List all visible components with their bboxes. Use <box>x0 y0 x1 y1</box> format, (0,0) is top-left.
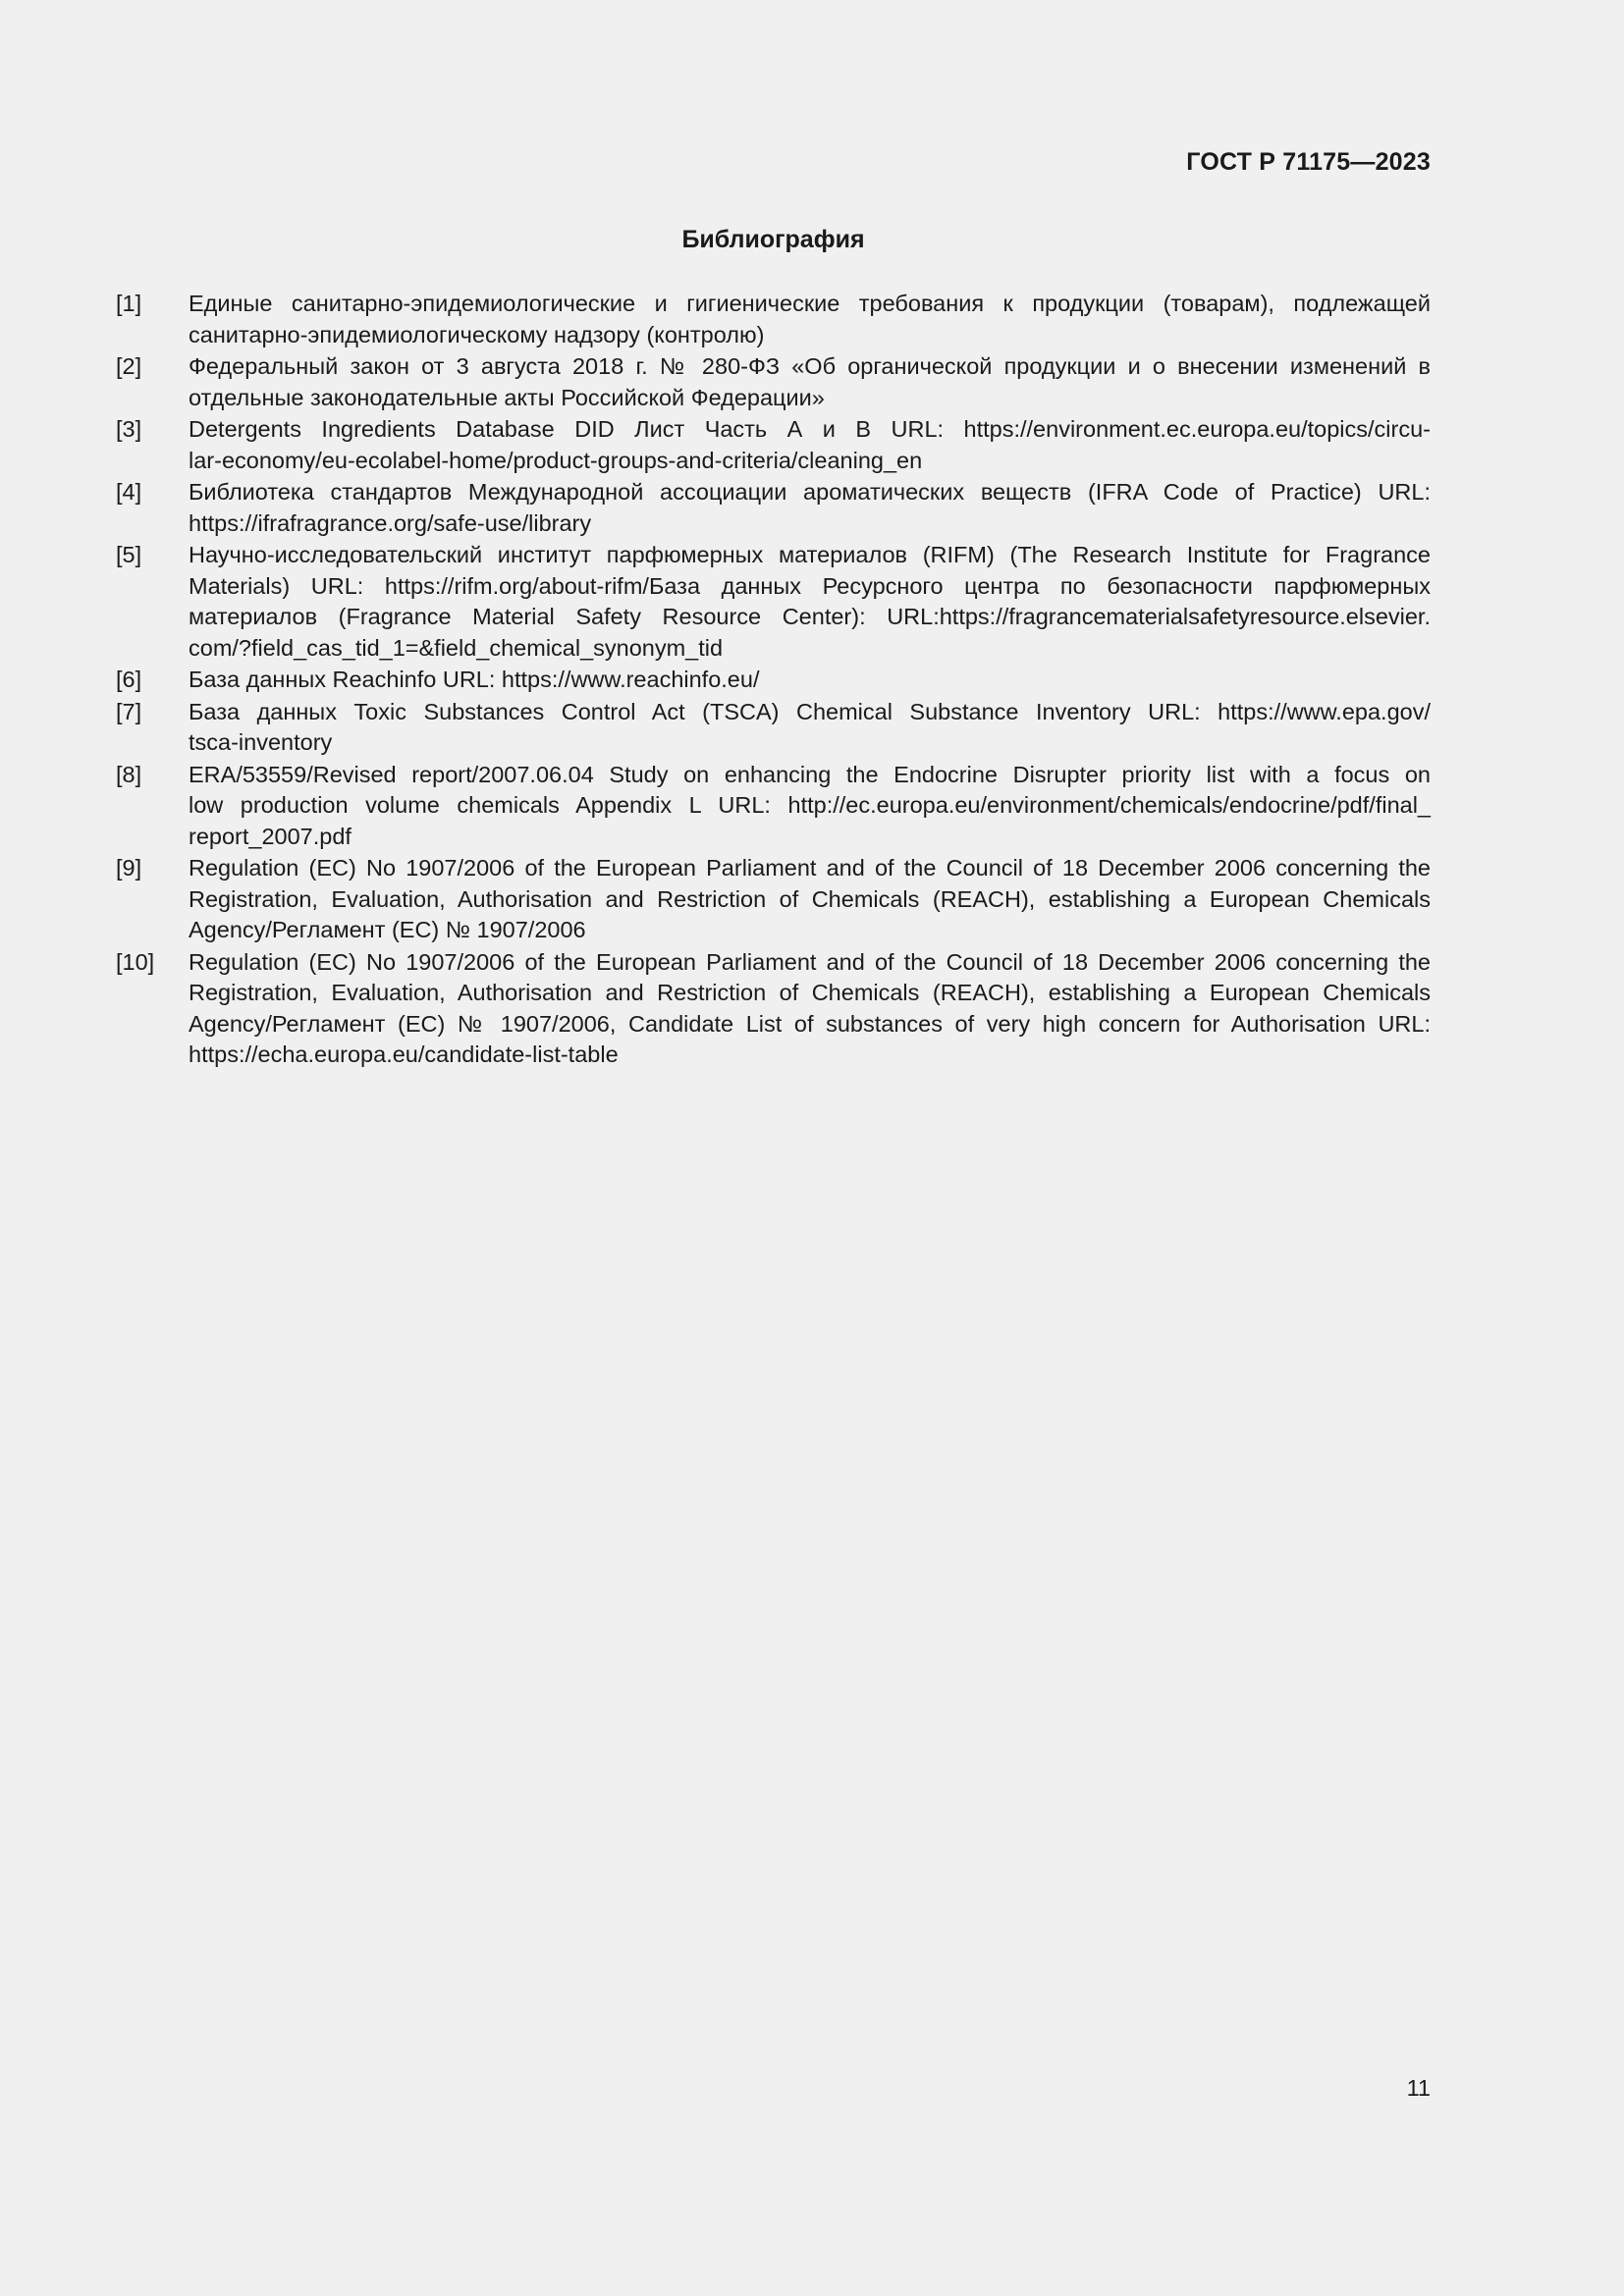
entry-number: [3] <box>116 416 142 442</box>
entry-line: Федеральный закон от 3 августа 2018 г. № 280-ФЗ «Об органической продукции и о внесении изменений в <box>189 353 1431 379</box>
entry-line: Regulation (EC) No 1907/2006 of the European Parliament and of the Council of 18 December 2006 concerning the <box>189 855 1431 881</box>
entry-text <box>189 760 1431 853</box>
bibliography-entry-4 <box>116 477 1431 539</box>
entry-line: отдельные законодательные акты Российской Федерации» <box>189 384 825 410</box>
entry-number: [4] <box>116 479 142 505</box>
bibliography-entry-3 <box>116 414 1431 476</box>
entry-line: Registration, Evaluation, Authorisation and Restriction of Chemicals (REACH), establishing a European Chemicals <box>189 980 1431 1005</box>
entry-line: lar-economy/eu-ecolabel-home/product-groups-and-criteria/cleaning_en <box>189 447 923 473</box>
entry-line: com/?field_cas_tid_1=&field_chemical_synonym_tid <box>189 634 724 661</box>
entry-number: [5] <box>116 542 142 567</box>
entry-line: Единые санитарно-эпидемиологические и гигиенические требования к продукции (товарам), подлежащей <box>189 291 1431 316</box>
entry-text <box>189 665 1431 696</box>
bibliography-entry-7 <box>116 697 1431 759</box>
entry-line: Научно-исследовательский институт парфюмерных материалов (RIFM) (The Research Institute for Fragrance <box>189 542 1431 567</box>
page-number: 11 <box>1406 2075 1431 2101</box>
bibliography-list <box>116 289 1431 1072</box>
bibliography-entry-8 <box>116 760 1431 853</box>
entry-line: https://echa.europa.eu/candidate-list-table <box>189 1041 619 1067</box>
standard-code-header: ГОСТ Р 71175—2023 <box>1186 148 1431 176</box>
entry-line: tsca-inventory <box>189 729 333 755</box>
entry-number: [7] <box>116 698 142 724</box>
entry-line: report_2007.pdf <box>189 823 352 849</box>
bibliography-entry-5 <box>116 540 1431 664</box>
entry-line: Regulation (EC) No 1907/2006 of the European Parliament and of the Council of 18 December 2006 concerning the <box>189 948 1431 975</box>
entry-text <box>189 351 1431 413</box>
entry-text <box>189 289 1431 350</box>
entry-text <box>189 853 1431 946</box>
entry-line: санитарно-эпидемиологическому надзору (контролю) <box>189 321 765 347</box>
entry-text <box>189 540 1431 664</box>
entry-line: Agency/Регламент (ЕС) № 1907/2006 <box>189 917 586 942</box>
bibliography-entry-10 <box>116 947 1431 1071</box>
entry-text <box>189 947 1431 1071</box>
entry-line: База данных Toxic Substances Control Act (TSCA) Chemical Substance Inventory URL: https://www.epa.gov/ <box>189 698 1431 724</box>
entry-number: [1] <box>116 291 142 316</box>
entry-line: Библиотека стандартов Международной ассоциации ароматических веществ (IFRA Code of Practice) URL: <box>189 479 1431 505</box>
entry-number: [9] <box>116 855 142 881</box>
entry-text <box>189 414 1431 476</box>
entry-text <box>189 477 1431 539</box>
entry-line: Agency/Регламент (ЕС) № 1907/2006, Candidate List of substances of very high concern for Authorisation URL: <box>189 1010 1431 1037</box>
entry-line: ERA/53559/Revised report/2007.06.04 Study on enhancing the Endocrine Disrupter priority list with a focus on <box>189 761 1431 787</box>
entry-text <box>189 697 1431 759</box>
entry-line: Materials) URL: https://rifm.org/about-rifm/База данных Ресурсного центра по безопасности парфюмерных <box>189 572 1431 599</box>
bibliography-entry-9 <box>116 853 1431 946</box>
entry-line: Registration, Evaluation, Authorisation and Restriction of Chemicals (REACH), establishing a European Chemicals <box>189 885 1431 912</box>
entry-line: low production volume chemicals Appendix L URL: http://ec.europa.eu/environment/chemicals/endocrine/pdf/final_ <box>189 792 1431 818</box>
bibliography-entry-2 <box>116 351 1431 413</box>
bibliography-entry-1 <box>116 289 1431 350</box>
section-title: Библиография <box>681 226 865 253</box>
entry-number: [6] <box>116 667 142 692</box>
entry-number: [10] <box>116 948 155 975</box>
entry-line: материалов (Fragrance Material Safety Resource Center): URL:https://fragrancematerialsafetyresource.elsevier. <box>189 604 1431 629</box>
bibliography-entry-6 <box>116 665 1431 696</box>
entry-number: [8] <box>116 761 142 787</box>
entry-line: Detergents Ingredients Database DID Лист Часть А и В URL: https://environment.ec.europa.eu/topics/circu- <box>189 416 1431 442</box>
entry-line: База данных Reachinfo URL: https://www.reachinfo.eu/ <box>189 667 760 692</box>
entry-number: [2] <box>116 353 142 379</box>
entry-line: https://ifrafragrance.org/safe-use/library <box>189 509 592 536</box>
